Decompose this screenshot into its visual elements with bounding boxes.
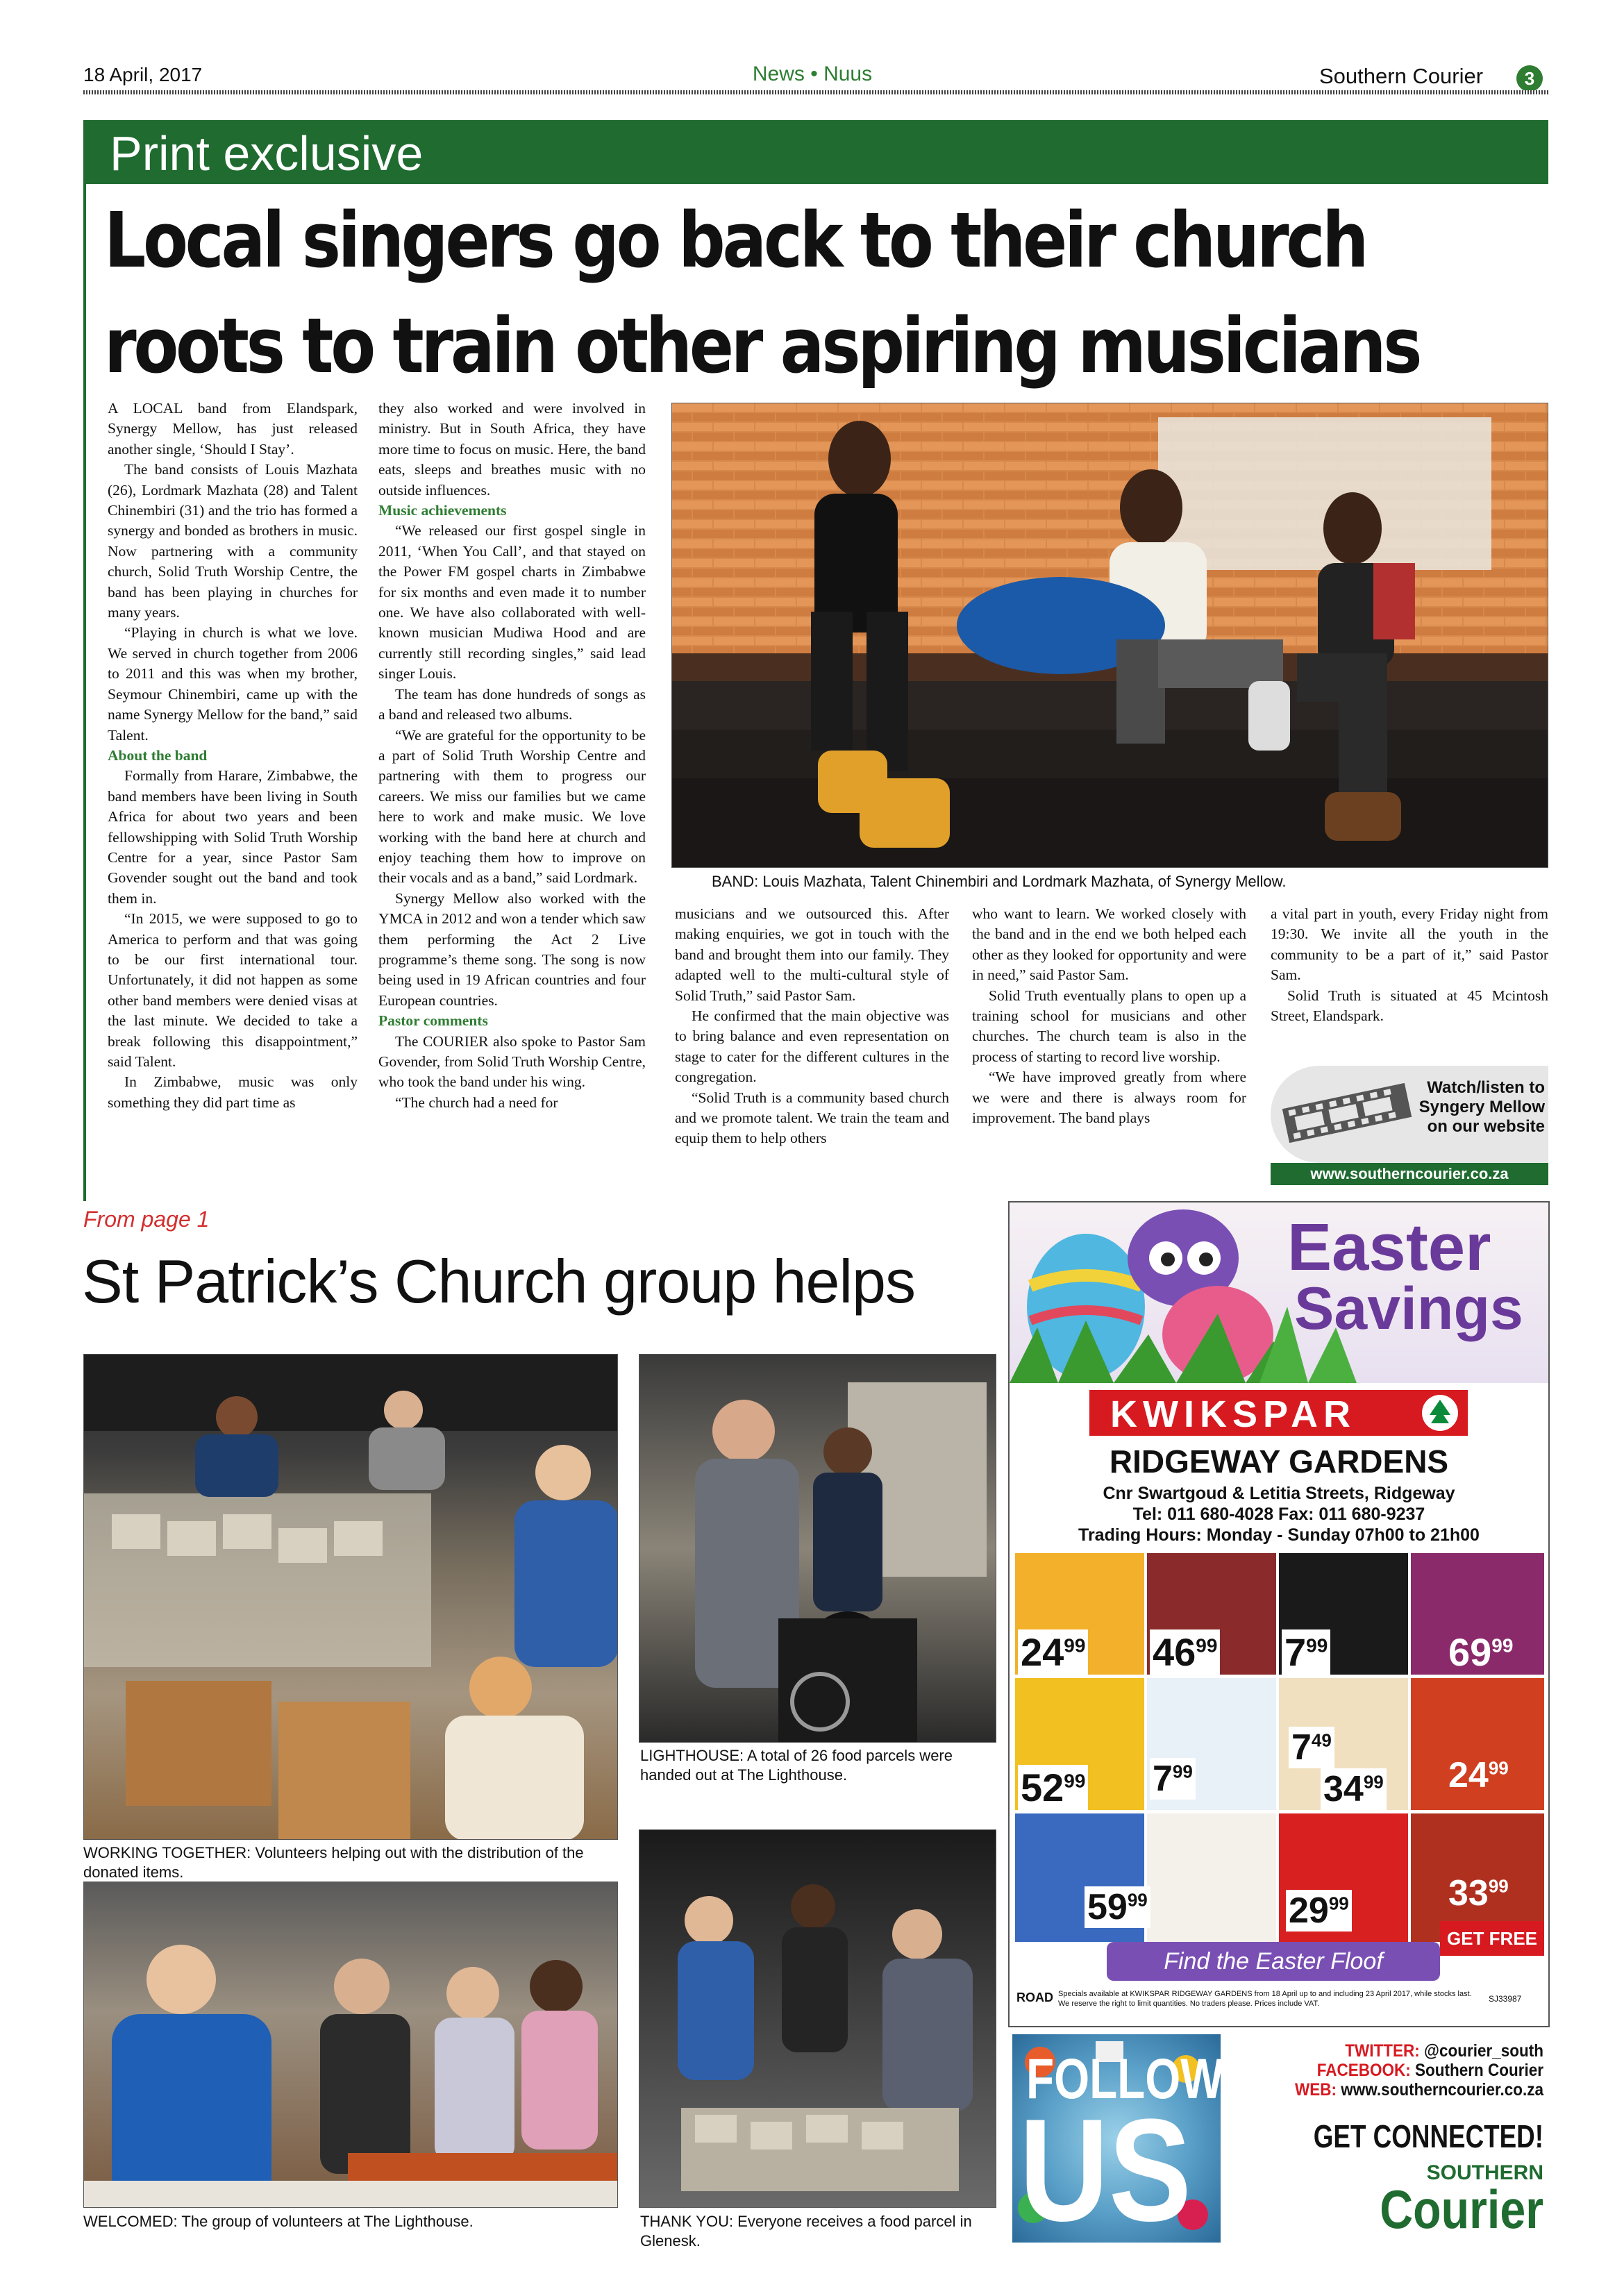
thank-you-drawing: [639, 1830, 996, 2208]
band-photo-drawing: [672, 403, 1548, 868]
watch-listen-promo[interactable]: [1271, 1066, 1548, 1184]
price-cents: 99: [1306, 1634, 1328, 1657]
twitter-row[interactable]: [1253, 2041, 1544, 2061]
price-tag: [1446, 1629, 1516, 1675]
price-tag: [1446, 1754, 1512, 1796]
facebook-row[interactable]: [1253, 2061, 1544, 2080]
price-rand: 7: [1291, 1727, 1312, 1768]
subheading-about: About the band: [108, 746, 208, 764]
article2-title: St Patrick’s Church group helps: [82, 1247, 915, 1316]
price-cents: 99: [1064, 1634, 1086, 1657]
product-image: [1147, 1813, 1276, 1942]
ad-code: SJ33987: [1489, 1994, 1522, 2004]
spar-tree-icon: [1421, 1394, 1459, 1432]
price-cents: 99: [1172, 1761, 1193, 1782]
promo-line-1: Watch/listen to: [1427, 1078, 1545, 1097]
paragraph: “Solid Truth is a community based church and we promote talent. We train the team and equip them to help others: [675, 1089, 949, 1147]
web-row[interactable]: [1253, 2080, 1544, 2100]
price-rand: 52: [1021, 1766, 1064, 1809]
lighthouse-drawing: [639, 1355, 996, 1743]
paragraph: In Zimbabwe, music was only something they did part time as: [108, 1073, 358, 1111]
article-side-rule: [83, 184, 86, 1201]
welcomed-caption: WELCOMED: The group of volunteers at The Lighthouse.: [83, 2213, 474, 2230]
paragraph: “We released our first gospel single in 2011, ‘When You Call’, and that stayed on the Power FM gospel charts in Zimbabwe for six months and even made it to number one. We have also collaborated with well-known musician Mudiwa Hood and are currently still recording singles,” said lead singer Louis.: [378, 522, 646, 682]
price-tag: [1289, 1727, 1334, 1768]
article-column-4: [972, 904, 1246, 1128]
paragraph: The COURIER also spoke to Pastor Sam Govender, from Solid Truth Worship Centre, who took the band under his wing.: [378, 1032, 646, 1091]
article-column-1: [108, 399, 358, 1113]
twitter-handle[interactable]: @courier_south: [1424, 2041, 1543, 2061]
banner-label: Print exclusive: [110, 126, 424, 181]
price-cents: 99: [1196, 1634, 1218, 1657]
facebook-handle[interactable]: Southern Courier: [1414, 2061, 1543, 2080]
price-rand: 59: [1087, 1887, 1128, 1927]
price-rand: 34: [1323, 1769, 1364, 1809]
price-tag: [1446, 1872, 1512, 1914]
social-collage: [1012, 2034, 1224, 2243]
price-rand: 69: [1448, 1630, 1492, 1674]
article-column-3: [675, 904, 949, 1149]
welcomed-drawing: [84, 1882, 618, 2208]
get-connected-text: GET CONNECTED!: [1313, 2118, 1543, 2154]
web-label: WEB:: [1295, 2080, 1337, 2100]
promo-url-link[interactable]: www.southerncourier.co.za: [1271, 1163, 1548, 1185]
paragraph: musicians and we outsourced this. After making enquiries, we got in touch with the band and brought them into our family. They adapted well to the multi-cultural style of Solid Truth,” said Pastor Sam.: [675, 905, 949, 1004]
brand-logo: KWIKSPAR: [1110, 1393, 1356, 1435]
paragraph: The team has done hundreds of songs as a band and released two albums.: [378, 685, 646, 723]
from-page-label: From page 1: [83, 1207, 210, 1232]
price-rand: 29: [1289, 1891, 1329, 1931]
article-column-2: [378, 399, 646, 1113]
paper-name: Southern Courier: [1319, 64, 1484, 88]
price-rand: 7: [1284, 1630, 1307, 1674]
paragraph: who want to learn. We worked closely with the band and in the end we both helped each other as they looked for opportunity and were in need,” said Pastor Sam.: [972, 905, 1246, 984]
lighthouse-photo: [639, 1354, 996, 1743]
print-exclusive-banner: [83, 120, 1548, 184]
store-hours: Trading Hours: Monday - Sunday 07h00 to 21h00: [1078, 1525, 1480, 1545]
price-cents: 99: [1488, 1875, 1509, 1897]
price-rand: 24: [1448, 1755, 1489, 1795]
get-free-badge: GET FREE: [1440, 1921, 1544, 1956]
price-cents: 99: [1328, 1893, 1349, 1914]
price-cents: 99: [1064, 1770, 1086, 1792]
headline-line-2: roots to train other aspiring musicians: [104, 301, 1420, 390]
working-together-caption: WORKING TOGETHER: Volunteers helping out with the distribution of the donated items.: [83, 1844, 584, 1881]
working-together-photo: [83, 1354, 618, 1840]
price-tag: [1286, 1890, 1352, 1932]
section-label: News • Nuus: [752, 62, 873, 85]
store-address: Cnr Swartgoud & Letitia Streets, Ridgeway: [1103, 1484, 1455, 1503]
price-rand: 7: [1153, 1759, 1173, 1799]
paragraph: The band consists of Louis Mazhata (26), Lordmark Mazhata (28) and Talent Chinembiri (31) and the trio has formed a synergy and bonded as brothers in music. Now partnering with a community church, Solid Truth Worship Centre, the band has been playing in churches for many years.: [108, 461, 358, 621]
easter-header: [1010, 1203, 1548, 1383]
header-rule: [83, 90, 1548, 94]
thank-you-photo: [639, 1829, 996, 2208]
promo-line-2: Syngery Mellow: [1418, 1098, 1545, 1116]
price-cents: 99: [1127, 1889, 1148, 1911]
lighthouse-caption: LIGHTHOUSE: A total of 26 food parcels were handed out at The Lighthouse.: [640, 1747, 953, 1784]
headline-line-1: Local singers go back to their church: [104, 196, 1366, 285]
store-name: RIDGEWAY GARDENS: [1109, 1443, 1449, 1480]
paragraph: Synergy Mellow also worked with the YMCA in 2012 and won a tender which saw them performing the Act 2 Live programme’s theme song. The song is now being used in 19 African countries and four European countries.: [378, 889, 646, 1009]
price-tag: [1085, 1886, 1150, 1928]
easter-title-1: Easter: [1287, 1210, 1491, 1284]
paragraph: “In 2015, we were supposed to go to America to perform and that was going to be our first international tour. Unfortunately, it did not happen as some other band members were denied visas at the last minute. We decided to take a break following this disappointment,” said Talent.: [108, 910, 358, 1070]
store-phone: Tel: 011 680-4028 Fax: 011 680-9237: [1132, 1505, 1425, 1524]
thank-you-caption: THANK YOU: Everyone receives a food parcel in Glenesk.: [640, 2213, 972, 2249]
social-handles: [1253, 2041, 1544, 2100]
kwikspar-logo-bar: [1089, 1390, 1468, 1436]
page-number-badge: 3: [1516, 65, 1543, 92]
follow-word: FOLLOW: [1026, 2047, 1224, 2111]
product-grid: [1015, 1553, 1544, 1942]
welcomed-photo: [83, 1882, 618, 2208]
paragraph: He confirmed that the main objective was to bring balance and even representation on stage to cater for the different cultures in the congregation.: [675, 1007, 949, 1086]
subheading-music: Music achievements: [378, 502, 507, 519]
kwikspar-advert[interactable]: [1008, 1201, 1550, 2027]
band-photo: [671, 403, 1548, 868]
paragraph: Formally from Harare, Zimbabwe, the band members have been living in South Africa for about two years and been fellowshipping with Solid Truth Worship Centre for a year, since Pastor Sam Govender sought out the band and took them in.: [108, 767, 358, 907]
price-rand: 24: [1021, 1630, 1064, 1674]
issue-date: 18 April, 2017: [83, 64, 203, 85]
price-cents: 99: [1491, 1634, 1514, 1657]
paragraph: “Playing in church is what we love. We served in church together from 2006 to 2011 and this was when my brother, Seymour Chinembiri, came up with the name Synergy Mellow for the band,” said Talent.: [108, 624, 358, 744]
price-rand: 46: [1153, 1630, 1196, 1674]
subheading-pastor: Pastor comments: [378, 1012, 488, 1030]
working-together-drawing: [84, 1355, 618, 1840]
promo-line-3: on our website: [1427, 1117, 1545, 1136]
paragraph: they also worked and were involved in ministry. But in South Africa, they have more time to focus on music. Here, the band eats, sleeps and breathes music with no outside influences.: [378, 400, 646, 498]
article-headline: [104, 187, 1420, 399]
paragraph: “We have improved greatly from where we were and there is always room for improvement. The band plays: [972, 1069, 1246, 1127]
price-rand: 33: [1448, 1873, 1489, 1913]
paragraph: Solid Truth eventually plans to open up a training school for musicians and other churches. The church team is also in the process of starting to record live worship.: [972, 987, 1246, 1065]
paragraph: Solid Truth is situated at 45 Mcintosh Street, Elandspark.: [1271, 987, 1548, 1025]
price-cents: 99: [1363, 1771, 1384, 1793]
ad-fine-print: Specials available at KWIKSPAR RIDGEWAY GARDENS from 18 April up to and including 23 April 2017, while stocks last. We reserve the right to limit quantities. No traders please. Prices include VAT.: [1058, 1990, 1472, 2008]
easter-title-2: Savings: [1294, 1275, 1523, 1342]
road-logo: ROAD: [1016, 1991, 1053, 2004]
follow-us-promo[interactable]: [1012, 2034, 1548, 2243]
courier-logo: Courier: [1380, 2179, 1543, 2240]
paragraph: “We are grateful for the opportunity to be a part of Solid Truth Worship Centre and partnering with them to progress our careers. We miss our families but we came here to work and make music. We love working with the band here at church and enjoy teaching them how to improve on their vocals and as a band,” said Lordmark.: [378, 726, 646, 887]
web-link[interactable]: www.southerncourier.co.za: [1341, 2080, 1543, 2100]
twitter-label: TWITTER:: [1345, 2041, 1420, 2061]
article-column-5: [1271, 904, 1548, 1026]
promo-text: [1389, 1078, 1545, 1137]
price-tag: [1282, 1629, 1330, 1675]
price-cents: 49: [1311, 1729, 1332, 1751]
find-the-floof-banner: Find the Easter Floof: [1107, 1942, 1440, 1981]
price-tag: [1150, 1629, 1220, 1675]
price-cents: 99: [1488, 1757, 1509, 1779]
price-tag: [1018, 1629, 1088, 1675]
paragraph: A LOCAL band from Elandspark, Synergy Mellow, has just released another single, ‘Should I Stay’.: [108, 400, 358, 458]
facebook-label: FACEBOOK:: [1316, 2061, 1411, 2080]
us-word: US: [1019, 2088, 1191, 2243]
price-tag: [1150, 1758, 1196, 1800]
paragraph: “The church had a need for: [395, 1093, 558, 1111]
price-tag: [1018, 1765, 1088, 1810]
paragraph: a vital part in youth, every Friday night from 19:30. We invite all the youth in the community to be a part of it,” said Pastor Sam.: [1271, 905, 1548, 984]
band-photo-caption: BAND: Louis Mazhata, Talent Chinembiri and Lordmark Mazhata, of Synergy Mellow.: [712, 873, 1287, 890]
courier-logo-top: SOUTHERN: [1426, 2161, 1543, 2184]
price-tag: [1321, 1768, 1387, 1810]
